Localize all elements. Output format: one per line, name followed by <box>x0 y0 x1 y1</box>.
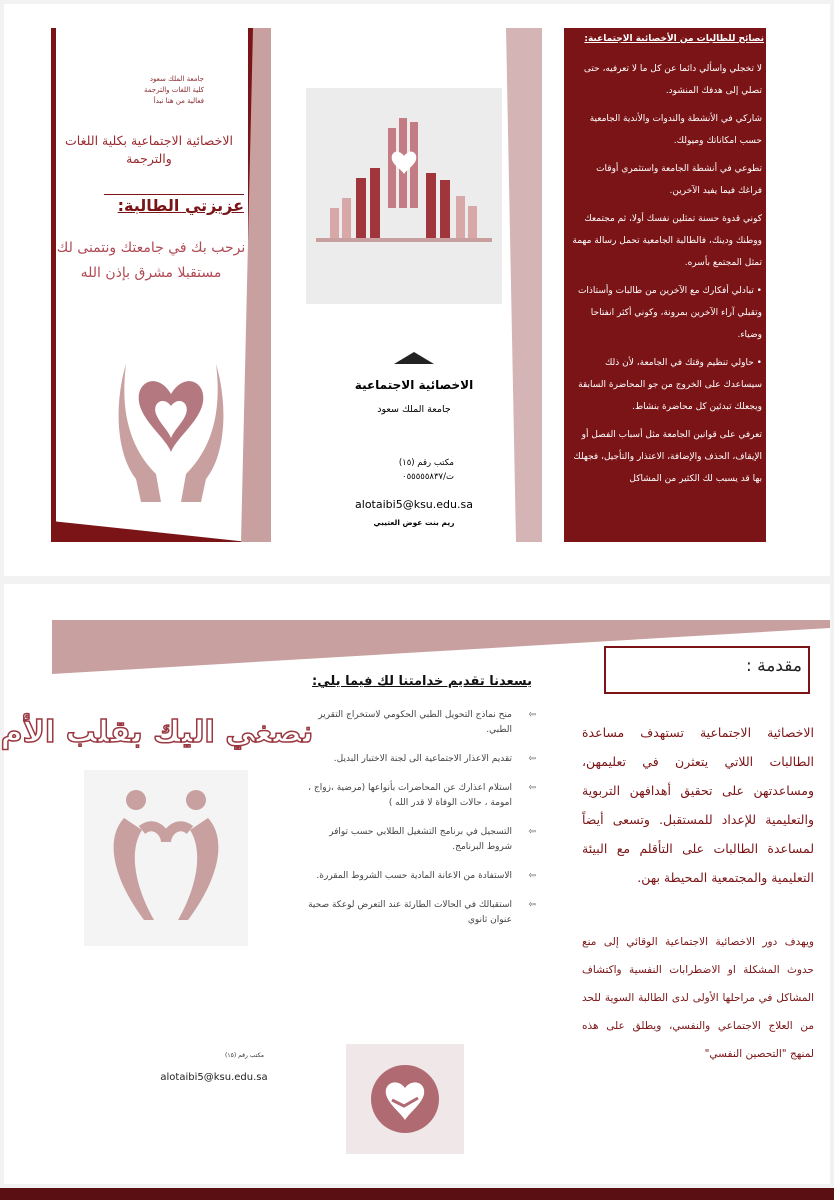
service-item <box>304 781 536 811</box>
contact-brand <box>334 349 494 392</box>
university-line: فعالية من هنا نبدأ <box>153 97 204 105</box>
dear-student-heading: عزيزتي الطالبة: <box>117 196 244 215</box>
tip-item: شاركي في الأنشطة والندوات والأندية الجامعية حسب امكاناتك وميولك. <box>589 114 762 146</box>
ksu-logo-icon <box>394 352 434 364</box>
service-text: الاستفادة من الاعانة المادية حسب الشروط المقررة. <box>316 871 512 881</box>
service-item <box>304 869 536 884</box>
contact-email[interactable]: alotaibi5@ksu.edu.sa <box>355 498 473 511</box>
university-line: جامعة الملك سعود <box>149 75 204 83</box>
arrow-left-icon: ⇦ <box>528 827 536 837</box>
intro-paragraph: الاخصائية الاجتماعية تستهدف مساعدة الطالبات اللاتي يتعثرن في تعليمهن، ومساعدتهن على تحقيق أهدافهن التربوية والتعليمية للإعداد للمستقبل. وتسعى أيضاً لمساعدة الطالبات على التأقلم مع البيئة التعليمية والمجتمعية المحيطة بهن. <box>582 725 814 885</box>
arrow-left-icon: ⇦ <box>528 783 536 793</box>
service-text: منح نماذج التحويل الطبي الحكومي لاستخراج التقرير الطبي. <box>318 710 512 735</box>
university-line: كلية اللغات والترجمة <box>143 86 204 94</box>
phone-number: ت/٠٥٥٥٥٥٨٣٧ <box>402 472 454 482</box>
service-text: تقديم الاعذار الاجتماعية الى لجنة الاختبار البديل. <box>333 754 512 764</box>
university-lines <box>64 74 204 107</box>
service-item <box>304 708 536 738</box>
slogan-banner <box>0 702 314 756</box>
tips-title: نصائح للطالبات من الأخصائية الاجتماعية: <box>584 34 764 44</box>
contact-title: الاخصائية الاجتماعية <box>354 378 474 392</box>
tip-item: • تبادلي أفكارك مع الآخرين من طالبات وأستاذات وتقبلي آراء الآخرين بمرونة، وكوني أكثر انفتاحا وضياء. <box>577 286 762 340</box>
service-text: استلام اعذارك عن المحاضرات بأنواعها (مرضية ،زواج ، امومة ، حالات الوفاة لا قدر الله ) <box>308 783 512 808</box>
contact-university: جامعة الملك سعود <box>377 404 451 415</box>
service-text: استقبالك في الحالات الطارئة عند التعرض لوعكة صحية عنوان ثانوي <box>308 900 512 925</box>
welcome-text: نرحب بك في جامعتك ونتمنى لك مستقبلا مشرق بإذن الله <box>56 240 246 281</box>
handshake-heart-image <box>346 1044 464 1154</box>
slogan-text: نصغي اليك بقلب الأم <box>0 715 314 750</box>
service-item <box>304 825 536 855</box>
intro-paragraph-2: ويهدف دور الاخصائية الاجتماعية الوقائي إلى منع حدوث المشكلة او الاضطرابات النفسية واكتشاف المشاكل في مراحلها الأولى لدى الطالبة السوية للحد من العلاج الاجتماعي والنفسي، ويطلق على هذه لمنهج "التحصين النفسي" <box>582 936 814 1060</box>
services-list <box>304 708 536 942</box>
tip-item: تعرفي على قوانين الجامعة مثل أسباب الفصل أو الإيقاف، الحذف والإضافة، الاعتذار والتأجيل، فجهلك بها قد يسبب لك الكثير من المشاكل <box>573 430 762 484</box>
tip-item: تطوعي في أنشطة الجامعة واستثمري أوقات فراغك فيما يفيد الآخرين. <box>596 164 762 196</box>
service-item <box>304 752 536 767</box>
contact-office <box>354 456 454 484</box>
divider-line <box>104 194 244 195</box>
services-title: يسعدنا تقديم خدامتنا لك فيما يلي: <box>312 674 532 689</box>
office-number-2: مكتب رقم (١٥) <box>225 1052 264 1059</box>
office-number: مكتب رقم (١٥) <box>398 458 454 468</box>
brochure-page-outside <box>4 4 830 576</box>
arrow-left-icon: ⇦ <box>528 754 536 764</box>
hands-heart-icon <box>116 344 226 504</box>
arrow-left-icon: ⇦ <box>528 871 536 881</box>
author-name: ريم بنت عوض العتيبي <box>373 518 455 527</box>
brochure-page-inside <box>0 584 830 1184</box>
tip-item: لا تخجلي واسألي دائما عن كل ما لا تعرفيه، حتى تصلي إلى هدفك المنشود. <box>583 64 762 96</box>
tip-item: كوني قدوة حسنة تمثلين نفسك أولا، ثم مجتمعك ووطنك ودينك، فالطالبة الجامعية تحمل رسالة مهمة تمثل المجتمع بأسره. <box>572 214 762 268</box>
bottom-strip <box>0 1188 834 1200</box>
intro-label: مقدمة : <box>746 656 802 676</box>
arrow-left-icon: ⇦ <box>528 900 536 910</box>
service-text: التسجيل في برنامج التشغيل الطلابي حسب توافر شروط البرنامج. <box>329 827 512 852</box>
service-item <box>304 898 536 928</box>
tip-item: • حاولي تنظيم وقتك في الجامعة، لأن ذلك سيساعدك على الخروج من جو المحاضرة السابقة ويجعلك تبدئين كل محاضرة بنشاط. <box>578 358 762 412</box>
arrow-left-icon: ⇦ <box>528 710 536 720</box>
raised-hands-image <box>306 88 502 304</box>
people-heart-image <box>84 770 248 946</box>
department-title: الاخصائية الاجتماعية بكلية اللغات والترجمة <box>65 133 233 166</box>
email-2[interactable]: alotaibi5@ksu.edu.sa <box>160 1072 268 1083</box>
tips-list <box>570 58 762 496</box>
